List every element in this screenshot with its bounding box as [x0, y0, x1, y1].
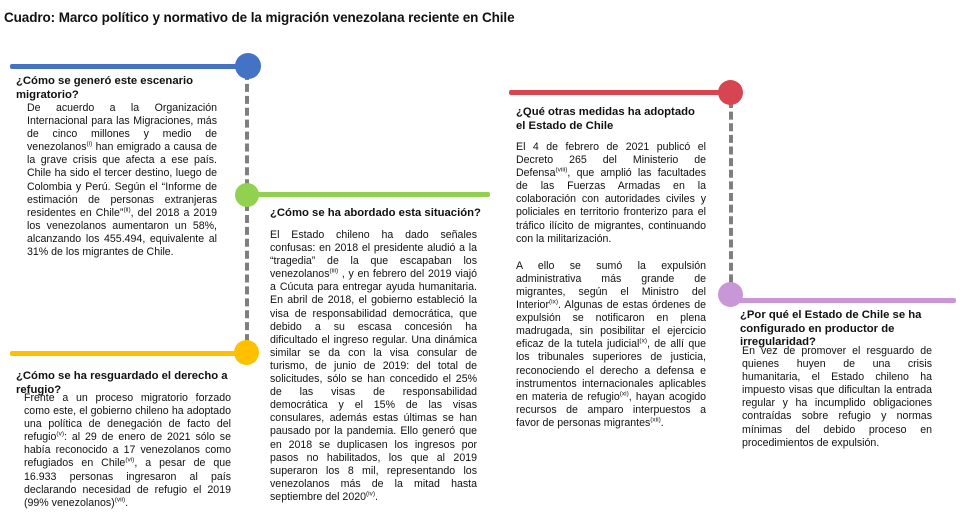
section-heading-medidas: ¿Qué otras medidas ha adoptado el Estado de Chile — [516, 106, 695, 132]
section-heading-irregularidad: ¿Por qué el Estado de Chile se ha configurado en productor de irregularidad? — [740, 309, 922, 348]
section-text-irregularidad: En vez de promover el resguardo de quienes huyen de una crisis humanitaria, el Estado chileno ha impuesto visas que dificultan la entrada regular y ha incumplido obligaciones contraídas sobre refugio y normas mínimas del debido proceso en procedimientos de expulsión. — [742, 345, 932, 449]
section-marker-yellow — [234, 340, 259, 365]
timeline-connector — [729, 100, 733, 294]
section-marker-red — [718, 80, 743, 105]
section-rule-yellow — [10, 351, 250, 356]
section-rule-blue — [10, 64, 252, 69]
section-marker-green — [235, 183, 259, 207]
section-heading-origen: ¿Cómo se generó este escenario migratorio? — [16, 75, 194, 101]
section-rule-purple — [731, 298, 956, 303]
section-text-refugio: Frente a un proceso migratorio forzado como este, el gobierno chileno ha adoptado una política de denegación de facto del refugio$^{(v)}$: al 29 de enero de 2021 sólo se había reconocido a 17 venezolanos como refugiados en Chile$^{(vi)}$, a pesar de que 16.933 personas ingresaron al país declarando necesidad de refugio el 2019 (99% venezolanos)$^{(vii)}$. — [24, 392, 231, 509]
timeline-connector — [245, 72, 249, 354]
page-title: Cuadro: Marco político y normativo de la migración venezolana reciente en Chile — [4, 10, 515, 25]
section-marker-purple — [718, 282, 743, 307]
section-text-abordaje: El Estado chileno ha dado señales confusas: en 2018 el presidente aludió a la “tragedia” de la que escapaban los venezolanos$^{(iii)}$ , y en febrero del 2019 viajó a Cúcuta para entregar ayuda humanitaria. En abril de 2018, el gobierno estableció la visa de responsabilidad democrática, que debido a su escasa concesión ha dificultado el ingreso regular. Una dinámica similar se da con la visa consular de turismo, de junio de 2019: del total de solicitudes, sólo se han concedido el 25% de las visas de responsabilidad democrática y el 15% de las visas consulares, además estas últimas se han pausado por la pandemia. Ello generó que en 2018 se duplicasen los ingresos por pasos no habilitados, los que al 2019 superaron los 8 mil, representando los venezolanos más de la mitad hasta septiembre del 2020$^{(iv)}$. — [270, 229, 477, 503]
section-rule-green — [248, 192, 490, 197]
section-heading-abordaje: ¿Cómo se ha abordado esta situación? — [270, 207, 481, 219]
section-text-medidas — [516, 141, 706, 430]
section-rule-red — [509, 90, 734, 95]
paragraph: El 4 de febrero de 2021 publicó el Decreto 265 del Ministerio de Defensa$^{(viii)}$, que amplió las facultades de las Fuerzas Armadas en la colaboración con autoridades civiles y policiales en territorio fronterizo para el tráfico ilícito de migrantes, continuando con la militarización. — [516, 141, 706, 245]
section-text-origen: De acuerdo a la Organización Internacional para las Migraciones, más de cinco millones y medio de venezolanos$^{(i)}$ han emigrado a causa de la grave crisis que afecta a ese país. Chile ha sido el tercer destino, luego de Colombia y Perú. Según el “Informe de estimación de personas extranjeras residentes en Chile”$^{(ii)}$, del 2018 a 2019 los venezolanos aumentaron un 58%, alcanzando los 455.494, equivalente al 31% de los migrantes de Chile. — [27, 102, 217, 259]
section-heading-refugio: ¿Cómo se ha resguardado el derecho a refugio? — [16, 370, 228, 396]
paragraph: A ello se sumó la expulsión administrativa más grande de migrantes, según el Ministro del Interior$^{(ix)}$. Algunas de estas órdenes de expulsión se notificaron en plena madrugada, sin posibilitar el ejercicio eficaz de la tutela judicial$^{(x)}$, de allí que los tribunales superiores de justicia, reconociendo el derecho a defensa e instrumentos internacionales aplicables en materia de refugio$^{(xi)}$, hayan acogido recursos de amparo interpuestos a favor de personas migrantes$^{(xii)}$. — [516, 259, 706, 429]
